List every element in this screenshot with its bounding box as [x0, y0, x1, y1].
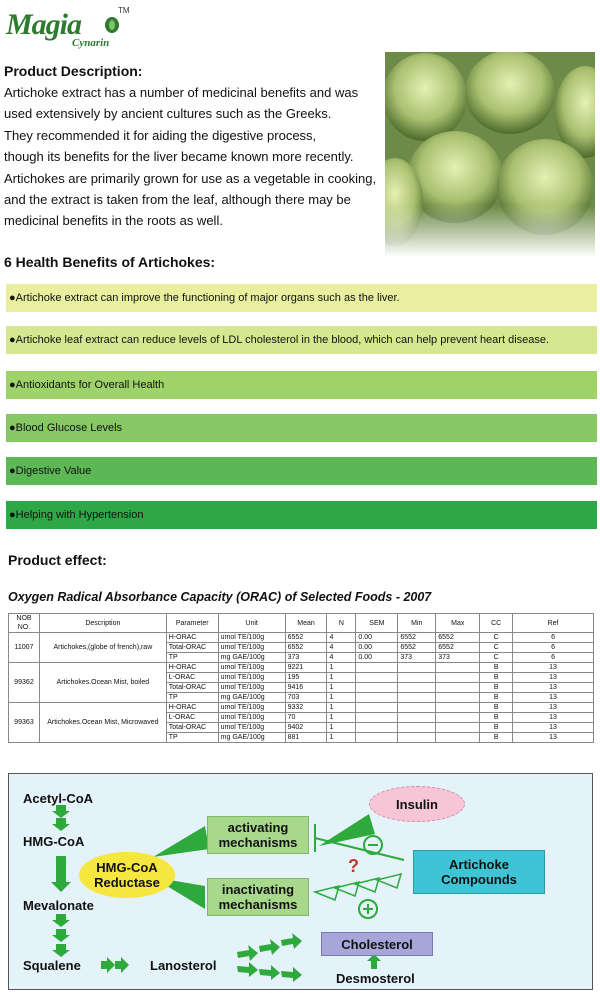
orac-cell — [436, 663, 480, 673]
orac-cell: TP — [166, 733, 218, 743]
orac-row — [9, 633, 594, 643]
inhibition-line — [315, 838, 404, 860]
orac-cell: 195 — [285, 673, 327, 683]
orac-cell: TP — [166, 693, 218, 703]
orac-cell — [398, 733, 436, 743]
orac-cell — [356, 703, 398, 713]
down-arrow-icon — [52, 929, 70, 942]
orac-cell: H-ORAC — [166, 703, 218, 713]
orac-cell: C — [480, 633, 513, 643]
description-line: and the extract is taken from the leaf, although there may be — [4, 192, 351, 208]
orac-cell: L-ORAC — [166, 713, 218, 723]
orac-cell — [356, 663, 398, 673]
orac-cell: mg GAE/100g — [218, 733, 285, 743]
orac-cell — [398, 693, 436, 703]
orac-cell — [356, 693, 398, 703]
insulin-label: Insulin — [396, 796, 438, 812]
description-cell: Artichokes.Ocean Mist, Microwaved — [39, 703, 166, 743]
orac-cell: 6552 — [398, 643, 436, 653]
benefit-band: ●Helping with Hypertension — [6, 501, 597, 529]
col-header: Unit — [218, 614, 285, 633]
cholesterol-label: Cholesterol — [341, 936, 413, 952]
orac-cell: 13 — [513, 663, 594, 673]
orac-cell: 13 — [513, 693, 594, 703]
col-header: Max — [436, 614, 480, 633]
orac-cell: C — [480, 643, 513, 653]
orac-cell: 0.00 — [356, 633, 398, 643]
magia-logo — [6, 6, 136, 48]
orac-cell: umol TE/100g — [218, 663, 285, 673]
orac-cell — [436, 723, 480, 733]
orac-cell — [356, 673, 398, 683]
orac-cell: B — [480, 713, 513, 723]
orac-cell: Total-ORAC — [166, 683, 218, 693]
description-cell: Artichokes.Ocean Mist, boiled — [39, 663, 166, 703]
cholesterol-pathway-diagram — [8, 773, 593, 990]
orac-cell: B — [480, 663, 513, 673]
orac-header-row — [9, 614, 594, 633]
orac-cell: 9221 — [285, 663, 327, 673]
orac-cell — [436, 713, 480, 723]
orac-cell: B — [480, 723, 513, 733]
orac-cell: 13 — [513, 713, 594, 723]
orac-cell: 1 — [327, 683, 356, 693]
orac-cell — [398, 673, 436, 683]
description-line: Artichokes are primarily grown for use as a vegetable in cooking, — [4, 170, 377, 186]
benefit-band: ●Digestive Value — [6, 457, 597, 485]
col-header: Min — [398, 614, 436, 633]
orac-row — [9, 663, 594, 673]
squalene-label: Squalene — [23, 958, 81, 973]
orac-table-body — [9, 633, 594, 743]
orac-row — [9, 703, 594, 713]
orac-cell: 13 — [513, 723, 594, 733]
col-header: SEM — [356, 614, 398, 633]
orac-cell: TP — [166, 653, 218, 663]
orac-cell: 13 — [513, 683, 594, 693]
product-description-title: Product Description: — [4, 63, 143, 79]
orac-cell: 1 — [327, 673, 356, 683]
orac-cell: 6 — [513, 653, 594, 663]
orac-cell: 1 — [327, 703, 356, 713]
orac-cell — [398, 683, 436, 693]
right-arrow-icon — [237, 962, 258, 977]
orac-cell: H-ORAC — [166, 633, 218, 643]
col-header: NOB NO. — [9, 614, 40, 633]
orac-cell: 4 — [327, 633, 356, 643]
description-line: used extensively by ancient cultures such as the Greeks. — [4, 106, 332, 122]
description-line: They recommended it for aiding the digestive process, — [4, 127, 317, 143]
orac-cell: 9332 — [285, 703, 327, 713]
reductase-label: HMG-CoA Reductase — [94, 860, 160, 890]
orac-cell: 373 — [436, 653, 480, 663]
right-arrow-icon — [101, 957, 115, 973]
activating-mechanisms-box — [207, 816, 309, 854]
desmosterol-label: Desmosterol — [336, 971, 415, 986]
orac-cell: 6552 — [285, 643, 327, 653]
orac-cell — [436, 683, 480, 693]
benefit-band: ●Artichoke leaf extract can reduce levels of LDL cholesterol in the blood, which can help prevent heart disease. — [6, 326, 597, 354]
orac-cell: 881 — [285, 733, 327, 743]
col-header: Parameter — [166, 614, 218, 633]
orac-cell — [356, 683, 398, 693]
logo-subtitle: Cynarin — [72, 37, 110, 49]
acetyl-coa-label: Acetyl-CoA — [23, 791, 94, 806]
col-header: Ref — [513, 614, 594, 633]
artichoke-compounds-box — [413, 850, 545, 894]
orac-cell: C — [480, 653, 513, 663]
insulin-ellipse — [369, 786, 465, 822]
orac-cell: mg GAE/100g — [218, 653, 285, 663]
orac-cell: umol TE/100g — [218, 633, 285, 643]
orac-cell: 1 — [327, 733, 356, 743]
orac-cell: umol TE/100g — [218, 713, 285, 723]
hmg-coa-reductase-ellipse — [79, 852, 175, 898]
right-arrow-icon — [281, 933, 302, 949]
orac-cell: B — [480, 733, 513, 743]
orac-cell — [436, 703, 480, 713]
inactivating-label: inactivating mechanisms — [218, 882, 298, 912]
up-arrow-icon — [367, 954, 381, 969]
orac-cell: 4 — [327, 653, 356, 663]
orac-cell: 70 — [285, 713, 327, 723]
product-description-text — [4, 82, 389, 232]
orac-cell — [398, 713, 436, 723]
orac-cell: 0.00 — [356, 653, 398, 663]
orac-table-title: Oxygen Radical Absorbance Capacity (ORAC) of Selected Foods - 2007 — [8, 590, 432, 604]
col-header: CC — [480, 614, 513, 633]
col-header: N — [327, 614, 356, 633]
orac-cell — [398, 723, 436, 733]
artichoke-leaf-icon — [104, 14, 120, 34]
orac-cell: B — [480, 693, 513, 703]
orac-cell: 1 — [327, 663, 356, 673]
lanosterol-label: Lanosterol — [150, 958, 217, 973]
right-arrow-icon — [115, 957, 129, 973]
orac-cell — [356, 733, 398, 743]
artichoke-photo — [385, 52, 595, 257]
orac-cell: 13 — [513, 733, 594, 743]
description-line: though its benefits for the liver became known more recently. — [4, 149, 354, 165]
orac-cell: L-ORAC — [166, 673, 218, 683]
down-arrow-icon — [52, 818, 70, 831]
orac-cell: 373 — [398, 653, 436, 663]
down-arrow-icon — [51, 856, 71, 892]
orac-cell: 6552 — [436, 643, 480, 653]
nob-cell: 11007 — [9, 633, 40, 663]
orac-cell: 9402 — [285, 723, 327, 733]
down-arrow-icon — [52, 944, 70, 957]
trademark-mark: TM — [118, 6, 130, 15]
orac-cell — [436, 733, 480, 743]
orac-cell: 6 — [513, 633, 594, 643]
orac-cell: 4 — [327, 643, 356, 653]
orac-cell: 6 — [513, 643, 594, 653]
orac-cell: 9416 — [285, 683, 327, 693]
orac-cell: 0.00 — [356, 643, 398, 653]
benefit-band: ●Blood Glucose Levels — [6, 414, 597, 442]
compounds-label: Artichoke Compounds — [441, 857, 517, 887]
right-arrow-icon — [259, 965, 280, 980]
activating-label: activating mechanisms — [218, 820, 298, 850]
orac-cell: 13 — [513, 703, 594, 713]
down-arrow-icon — [52, 914, 70, 927]
orac-cell: B — [480, 673, 513, 683]
orac-cell — [356, 713, 398, 723]
orac-cell — [356, 723, 398, 733]
orac-cell: umol TE/100g — [218, 673, 285, 683]
question-mark: ? — [348, 856, 359, 876]
description-line: medicinal benefits in the roots as well. — [4, 213, 223, 229]
orac-cell: umol TE/100g — [218, 703, 285, 713]
orac-cell — [436, 693, 480, 703]
orac-cell: H-ORAC — [166, 663, 218, 673]
right-arrow-icon — [259, 939, 280, 955]
orac-cell: 6552 — [398, 633, 436, 643]
orac-cell — [398, 703, 436, 713]
col-header: Mean — [285, 614, 327, 633]
product-effect-title: Product effect: — [8, 552, 107, 568]
logo-word: Magia — [6, 8, 82, 41]
down-arrow-icon — [52, 805, 70, 818]
orac-cell: B — [480, 683, 513, 693]
orac-cell: 6552 — [436, 633, 480, 643]
right-arrow-icon — [237, 945, 258, 961]
nob-cell: 99363 — [9, 703, 40, 743]
orac-cell — [398, 663, 436, 673]
orac-table — [8, 613, 594, 743]
benefits-title: 6 Health Benefits of Artichokes: — [4, 254, 216, 270]
orac-cell: umol TE/100g — [218, 723, 285, 733]
col-header: Description — [39, 614, 166, 633]
orac-cell: mg GAE/100g — [218, 693, 285, 703]
orac-cell — [436, 673, 480, 683]
orac-cell: 373 — [285, 653, 327, 663]
inactivating-mechanisms-box — [207, 878, 309, 916]
description-line: Artichoke extract has a number of medicinal benefits and was — [4, 85, 359, 100]
cholesterol-box — [321, 932, 433, 956]
mevalonate-label: Mevalonate — [23, 898, 94, 913]
orac-cell: 1 — [327, 693, 356, 703]
orac-cell: 1 — [327, 713, 356, 723]
orac-cell: umol TE/100g — [218, 683, 285, 693]
hmg-coa-label: HMG-CoA — [23, 834, 85, 849]
nob-cell: 99362 — [9, 663, 40, 703]
benefit-band: ●Antioxidants for Overall Health — [6, 371, 597, 399]
orac-cell: Total-ORAC — [166, 643, 218, 653]
orac-cell: 1 — [327, 723, 356, 733]
orac-cell: umol TE/100g — [218, 643, 285, 653]
orac-cell: Total-ORAC — [166, 723, 218, 733]
right-arrow-icon — [281, 967, 302, 982]
orac-cell: B — [480, 703, 513, 713]
benefit-band: ●Artichoke extract can improve the functioning of major organs such as the liver. — [6, 284, 597, 312]
description-cell: Artichokes,(globe of french),raw — [39, 633, 166, 663]
activating-wedge — [153, 826, 209, 857]
hollow-arrow-icon — [377, 874, 401, 888]
orac-cell: 6552 — [285, 633, 327, 643]
orac-cell: 13 — [513, 673, 594, 683]
orac-cell: 703 — [285, 693, 327, 703]
